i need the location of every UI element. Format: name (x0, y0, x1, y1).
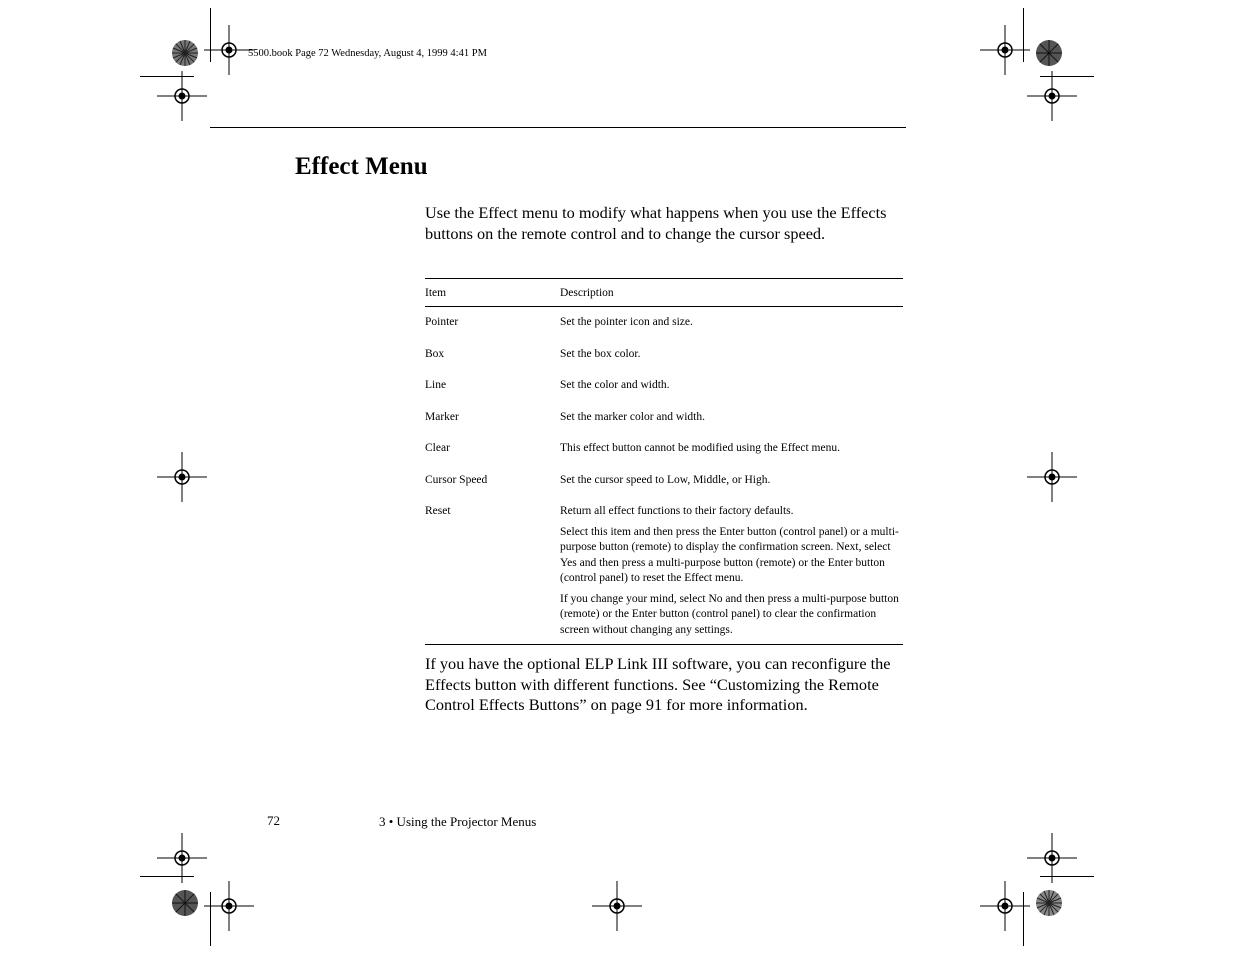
registration-crosshair-icon (157, 71, 207, 121)
table-row (425, 394, 903, 426)
table-row (425, 362, 903, 394)
page-title: Effect Menu (295, 153, 428, 180)
row-item: Box (425, 347, 445, 360)
row-description (560, 347, 903, 363)
running-footer: 3 • Using the Projector Menus (379, 814, 537, 829)
registration-starburst-icon (1035, 39, 1063, 67)
registration-crosshair-icon (157, 833, 207, 883)
table-row (425, 425, 903, 457)
description-text: Return all effect functions to their factory defaults. (560, 505, 794, 517)
registration-crosshair-icon (592, 881, 642, 931)
registration-crosshair-icon (204, 881, 254, 931)
registration-starburst-icon (171, 39, 199, 67)
table-row (425, 488, 903, 644)
page-number: 72 (267, 813, 280, 828)
table-row (425, 457, 903, 489)
description-text: Select this item and then press the Enter button (control panel) or a multi-purpose button (remote) to display the confirmation screen. Next, select Yes and then press a multi-purpose button (remote) or the Enter button (control panel) to reset the Effect menu. (560, 525, 899, 584)
description-text: Set the cursor speed to Low, Middle, or High. (560, 473, 771, 486)
effect-menu-table (425, 278, 903, 645)
description-text: Set the pointer icon and size. (560, 316, 693, 328)
registration-crosshair-icon (1027, 71, 1077, 121)
description-text: This effect button cannot be modified using the Effect menu. (560, 442, 840, 454)
registration-crosshair-icon (1027, 833, 1077, 883)
description-text: If you change your mind, select No and then press a multi-purpose button (remote) or the Enter button (control panel) to clear the confirmation screen without changing any settings. (560, 592, 899, 636)
print-slug: 5500.book Page 72 Wednesday, August 4, 1999 4:41 PM (248, 48, 487, 59)
table-bottom-rule (425, 644, 903, 645)
row-item: Cursor Speed (425, 473, 488, 486)
closing-paragraph: If you have the optional ELP Link III software, you can reconfigure the Effects button with different functions. See “Customizing the Remote Control Effects Buttons” on page 91 for more information. (425, 654, 891, 714)
table-row (425, 331, 903, 363)
row-description (560, 473, 903, 489)
column-header-description: Description (560, 286, 614, 299)
row-description (560, 504, 903, 638)
description-text: Set the box color. (560, 347, 641, 360)
registration-crosshair-icon (1027, 452, 1077, 502)
row-description (560, 315, 903, 331)
table-header-row (425, 279, 903, 306)
column-header-item: Item (425, 286, 447, 299)
description-text: Set the color and width. (560, 379, 670, 391)
row-item: Pointer (425, 316, 459, 328)
registration-starburst-icon (1035, 889, 1063, 917)
registration-crosshair-icon (980, 881, 1030, 931)
row-description (560, 410, 903, 426)
registration-starburst-icon (171, 889, 199, 917)
row-description (560, 441, 903, 457)
registration-crosshair-icon (980, 25, 1030, 75)
intro-paragraph: Use the Effect menu to modify what happens when you use the Effects buttons on the remote control and to change the cursor speed. (425, 203, 887, 243)
registration-crosshair-icon (204, 25, 254, 75)
row-item: Clear (425, 442, 450, 454)
header-rule (210, 127, 906, 128)
table-row (425, 307, 903, 331)
row-description (560, 378, 903, 394)
description-text: Set the marker color and width. (560, 410, 705, 423)
registration-crosshair-icon (157, 452, 207, 502)
row-item: Marker (425, 410, 459, 423)
row-item: Line (425, 379, 447, 391)
row-item: Reset (425, 505, 451, 517)
